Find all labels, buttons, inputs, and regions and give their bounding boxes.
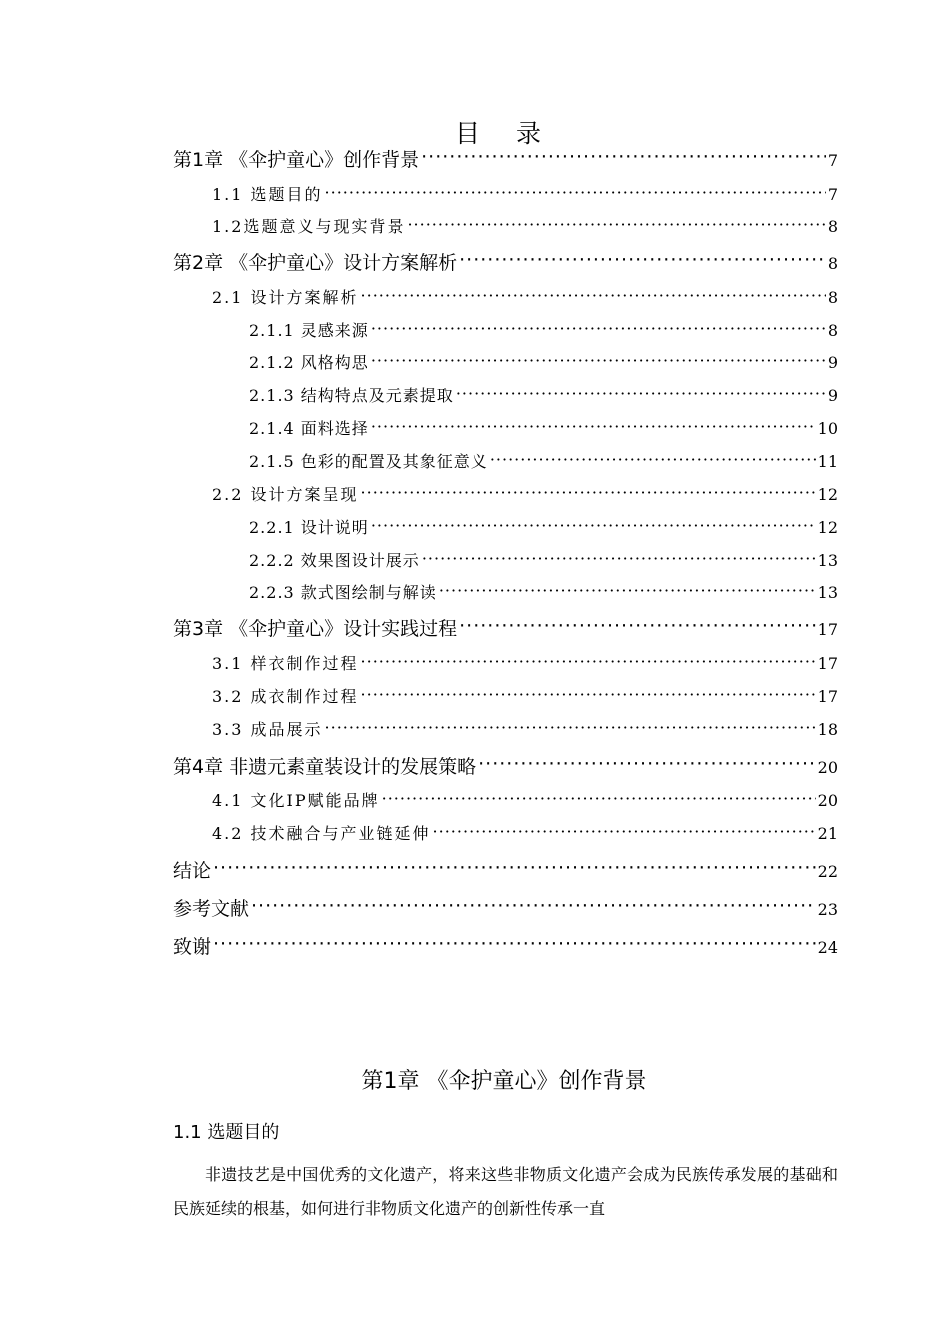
toc-entry[interactable] — [212, 717, 838, 740]
toc-leader-dots — [213, 934, 816, 953]
toc-entry-page: 17 — [817, 654, 838, 673]
body-paragraph: 非遗技艺是中国优秀的文化遗产，将来这些非物质文化遗产会成为民族传承发展的基础和民族延续的根基，如何进行非物质文化遗产的创新性传承一直 — [173, 1165, 838, 1218]
toc-entry-label: 第2章 《伞护童心》设计方案解析 — [173, 252, 458, 274]
toc-leader-dots — [371, 418, 816, 434]
toc-entry[interactable] — [249, 580, 838, 603]
toc-entry-page: 24 — [817, 938, 838, 957]
toc-leader-dots — [371, 352, 826, 368]
toc-entry[interactable] — [249, 383, 838, 406]
toc-entry-page: 9 — [827, 353, 838, 372]
toc-leader-dots — [433, 823, 816, 839]
toc-entry-page: 17 — [817, 620, 838, 639]
toc-entry-label: 第4章 非遗元素童装设计的发展策略 — [173, 756, 477, 778]
toc-leader-dots — [371, 517, 816, 533]
section-heading: 1.1 选题目的 — [173, 1122, 280, 1143]
toc-entry-label: 2.1.5 色彩的配置及其象征意义 — [249, 452, 488, 471]
toc-entry-label: 3.2 成衣制作过程 — [212, 687, 359, 706]
toc-entry-label: 致谢 — [173, 936, 212, 958]
toc-entry[interactable] — [173, 614, 838, 641]
toc-entry-page: 18 — [817, 720, 838, 739]
toc-entry[interactable] — [212, 651, 838, 674]
toc-entry-page: 11 — [817, 452, 838, 471]
toc-entry-page: 8 — [827, 288, 838, 307]
toc-entry[interactable] — [173, 856, 838, 883]
toc-leader-dots — [459, 616, 816, 635]
toc-entry[interactable] — [212, 285, 838, 308]
toc-leader-dots — [490, 451, 816, 467]
toc-leader-dots — [361, 653, 816, 669]
toc-entry-page: 13 — [817, 551, 838, 570]
toc-entry-page: 10 — [817, 419, 838, 438]
toc-entry-label: 4.1 文化IP赋能品牌 — [212, 791, 380, 810]
toc-entry-label: 2.1.3 结构特点及元素提取 — [249, 386, 454, 405]
toc-entry[interactable] — [249, 515, 838, 538]
toc-leader-dots — [213, 858, 816, 877]
toc-entry[interactable] — [173, 248, 838, 275]
toc-entry-page: 8 — [827, 254, 838, 273]
toc-leader-dots — [251, 896, 816, 915]
toc-entry[interactable] — [249, 449, 838, 472]
toc-leader-dots — [459, 250, 826, 269]
toc-title: 目 录 — [455, 119, 555, 148]
toc-entry[interactable] — [212, 182, 838, 205]
toc-leader-dots — [456, 385, 826, 401]
toc-entry-label: 2.1.2 风格构思 — [249, 353, 369, 372]
toc-entry-page: 20 — [817, 791, 838, 810]
toc-entry[interactable] — [212, 214, 838, 237]
toc-leader-dots — [371, 320, 826, 336]
toc-leader-dots — [421, 147, 826, 166]
toc-entry-label: 2.2 设计方案呈现 — [212, 485, 359, 504]
toc-entry[interactable] — [173, 145, 838, 172]
toc-leader-dots — [478, 754, 816, 773]
toc-entry[interactable] — [212, 482, 838, 505]
toc-entry-page: 21 — [817, 824, 838, 843]
toc-entry-page: 22 — [817, 862, 838, 881]
toc-entry-label: 2.2.1 设计说明 — [249, 518, 369, 537]
toc-entry-label: 2.2.3 款式图绘制与解读 — [249, 583, 437, 602]
toc-entry[interactable] — [212, 684, 838, 707]
toc-entry[interactable] — [212, 788, 838, 811]
toc-entry[interactable] — [173, 752, 838, 779]
toc-entry-page: 13 — [817, 583, 838, 602]
toc-entry-page: 23 — [817, 900, 838, 919]
toc-entry-page: 12 — [817, 485, 838, 504]
toc-entry-page: 8 — [827, 217, 838, 236]
toc-leader-dots — [361, 686, 816, 702]
chapter-heading: 第1章 《伞护童心》创作背景 — [361, 1069, 647, 1094]
toc-entry-label: 2.1.1 灵感来源 — [249, 321, 369, 340]
toc-leader-dots — [407, 216, 825, 232]
toc-entry[interactable] — [173, 894, 838, 921]
toc-entry-label: 2.2.2 效果图设计展示 — [249, 551, 420, 570]
toc-entry-label: 2.1 设计方案解析 — [212, 288, 359, 307]
toc-entry-page: 7 — [827, 151, 838, 170]
toc-entry[interactable] — [249, 416, 838, 439]
toc-entry-label: 第1章 《伞护童心》创作背景 — [173, 149, 420, 171]
toc-entry[interactable] — [173, 932, 838, 959]
toc-leader-dots — [439, 582, 816, 598]
toc-entry-page: 17 — [817, 687, 838, 706]
toc-entry-page: 9 — [827, 386, 838, 405]
toc-entry-page: 20 — [817, 758, 838, 777]
toc-leader-dots — [361, 287, 826, 303]
toc-leader-dots — [382, 790, 816, 806]
toc-entry-page: 7 — [827, 185, 838, 204]
toc-entry-label: 3.3 成品展示 — [212, 720, 323, 739]
toc-entry-page: 8 — [827, 321, 838, 340]
toc-entry-label: 1.1 选题目的 — [212, 185, 323, 204]
toc-entry-label: 1.2选题意义与现实背景 — [212, 217, 406, 236]
toc-entry-label: 3.1 样衣制作过程 — [212, 654, 359, 673]
toc-entry-label: 2.1.4 面料选择 — [249, 419, 369, 438]
toc-leader-dots — [325, 719, 816, 735]
toc-entry-page: 12 — [817, 518, 838, 537]
toc-entry[interactable] — [249, 548, 838, 571]
toc-entry-label: 参考文献 — [173, 898, 250, 920]
toc-leader-dots — [422, 550, 816, 566]
toc-entry-label: 第3章 《伞护童心》设计实践过程 — [173, 618, 458, 640]
toc-leader-dots — [325, 184, 826, 200]
toc-entry-label: 结论 — [173, 860, 212, 882]
toc-entry-label: 4.2 技术融合与产业链延伸 — [212, 824, 431, 843]
toc-entry[interactable] — [249, 318, 838, 341]
toc-entry[interactable] — [212, 821, 838, 844]
toc-leader-dots — [361, 484, 816, 500]
toc-entry[interactable] — [249, 350, 838, 373]
